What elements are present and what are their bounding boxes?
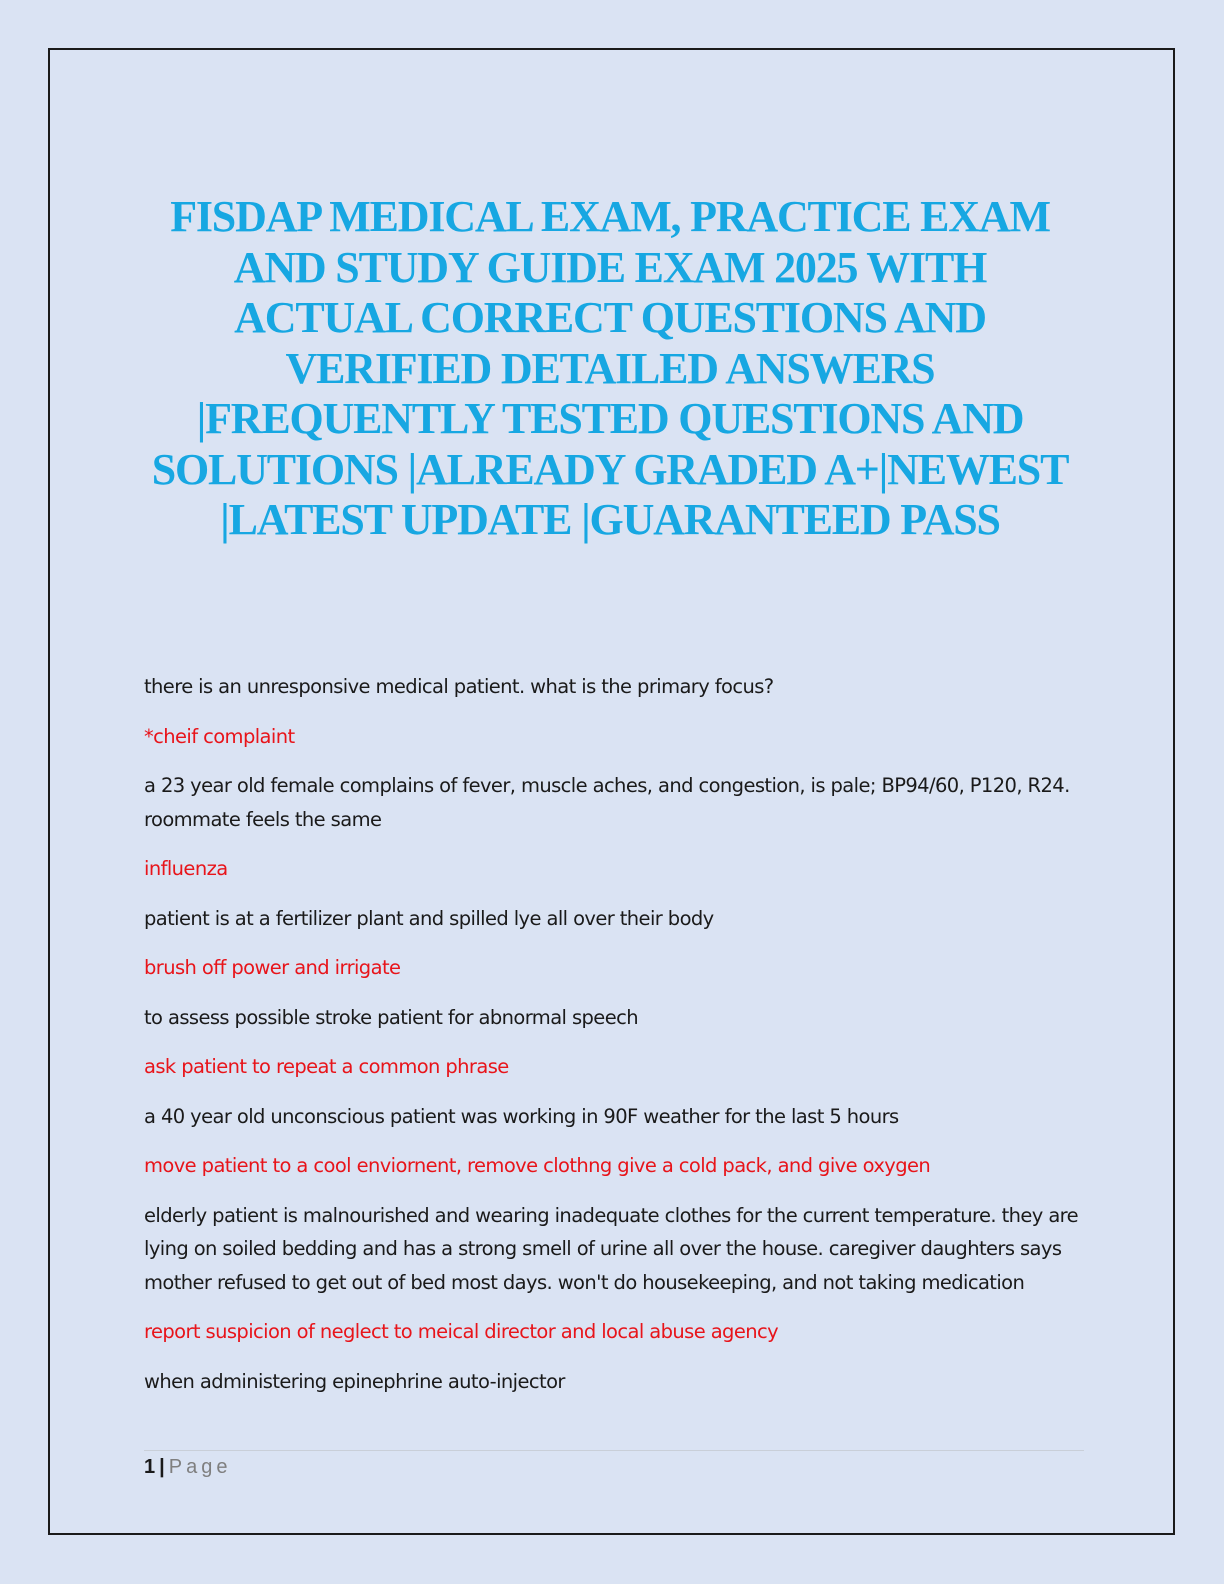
title-line: AND STUDY GUIDE EXAM 2025 WITH: [233, 242, 987, 292]
title-line: ACTUAL CORRECT QUESTIONS AND: [234, 293, 986, 342]
title-line: FISDAP MEDICAL EXAM, PRACTICE EXAM: [170, 192, 1050, 241]
footer-divider: [144, 1450, 1084, 1451]
question-text: patient is at a fertilizer plant and spilled lye all over their body: [144, 906, 714, 930]
answer-text: *cheif complaint: [144, 724, 295, 748]
footer-separator: |: [159, 1456, 165, 1478]
title-line: SOLUTIONS |ALREADY GRADED A+|NEWEST: [151, 444, 1069, 494]
title-line: VERIFIED DETAILED ANSWERS: [285, 343, 935, 393]
answer-text: influenza: [144, 857, 228, 880]
title-line: |FREQUENTLY TESTED QUESTIONS AND: [196, 394, 1024, 443]
title-line: |LATEST UPDATE |GUARANTEED PASS: [220, 495, 1000, 544]
question-text: a 23 year old female complains of fever, muscle aches, and congestion, is pale; BP94/60, P120, R24. roommate feels the same: [144, 774, 1070, 831]
answer-text: report suspicion of neglect to meical director and local abuse agency: [144, 1320, 779, 1343]
answer-text: brush off power and irrigate: [144, 956, 401, 979]
page-footer: [144, 1454, 231, 1480]
qa-content: [144, 670, 1094, 1414]
question-text: elderly patient is malnourished and wearing inadequate clothes for the current temperature. they are lying on soiled bedding and has a strong smell of urine all over the house. caregiver daughters says mother refused to get out of bed most days. won't do housekeeping, and not taking medication: [144, 1203, 1079, 1294]
page-number: 1: [144, 1456, 156, 1478]
question-text: when administering epinephrine auto-injector: [144, 1369, 565, 1393]
page-label: Page: [168, 1456, 232, 1478]
question-text: a 40 year old unconscious patient was working in 90F weather for the last 5 hours: [144, 1104, 899, 1128]
question-text: there is an unresponsive medical patient. what is the primary focus?: [144, 675, 774, 698]
question-text: to assess possible stroke patient for abnormal speech: [144, 1005, 638, 1029]
answer-text: ask patient to repeat a common phrase: [144, 1055, 509, 1078]
document-title: [130, 192, 1090, 546]
answer-text: move patient to a cool enviornent, remove clothng give a cold pack, and give oxygen: [144, 1154, 931, 1177]
